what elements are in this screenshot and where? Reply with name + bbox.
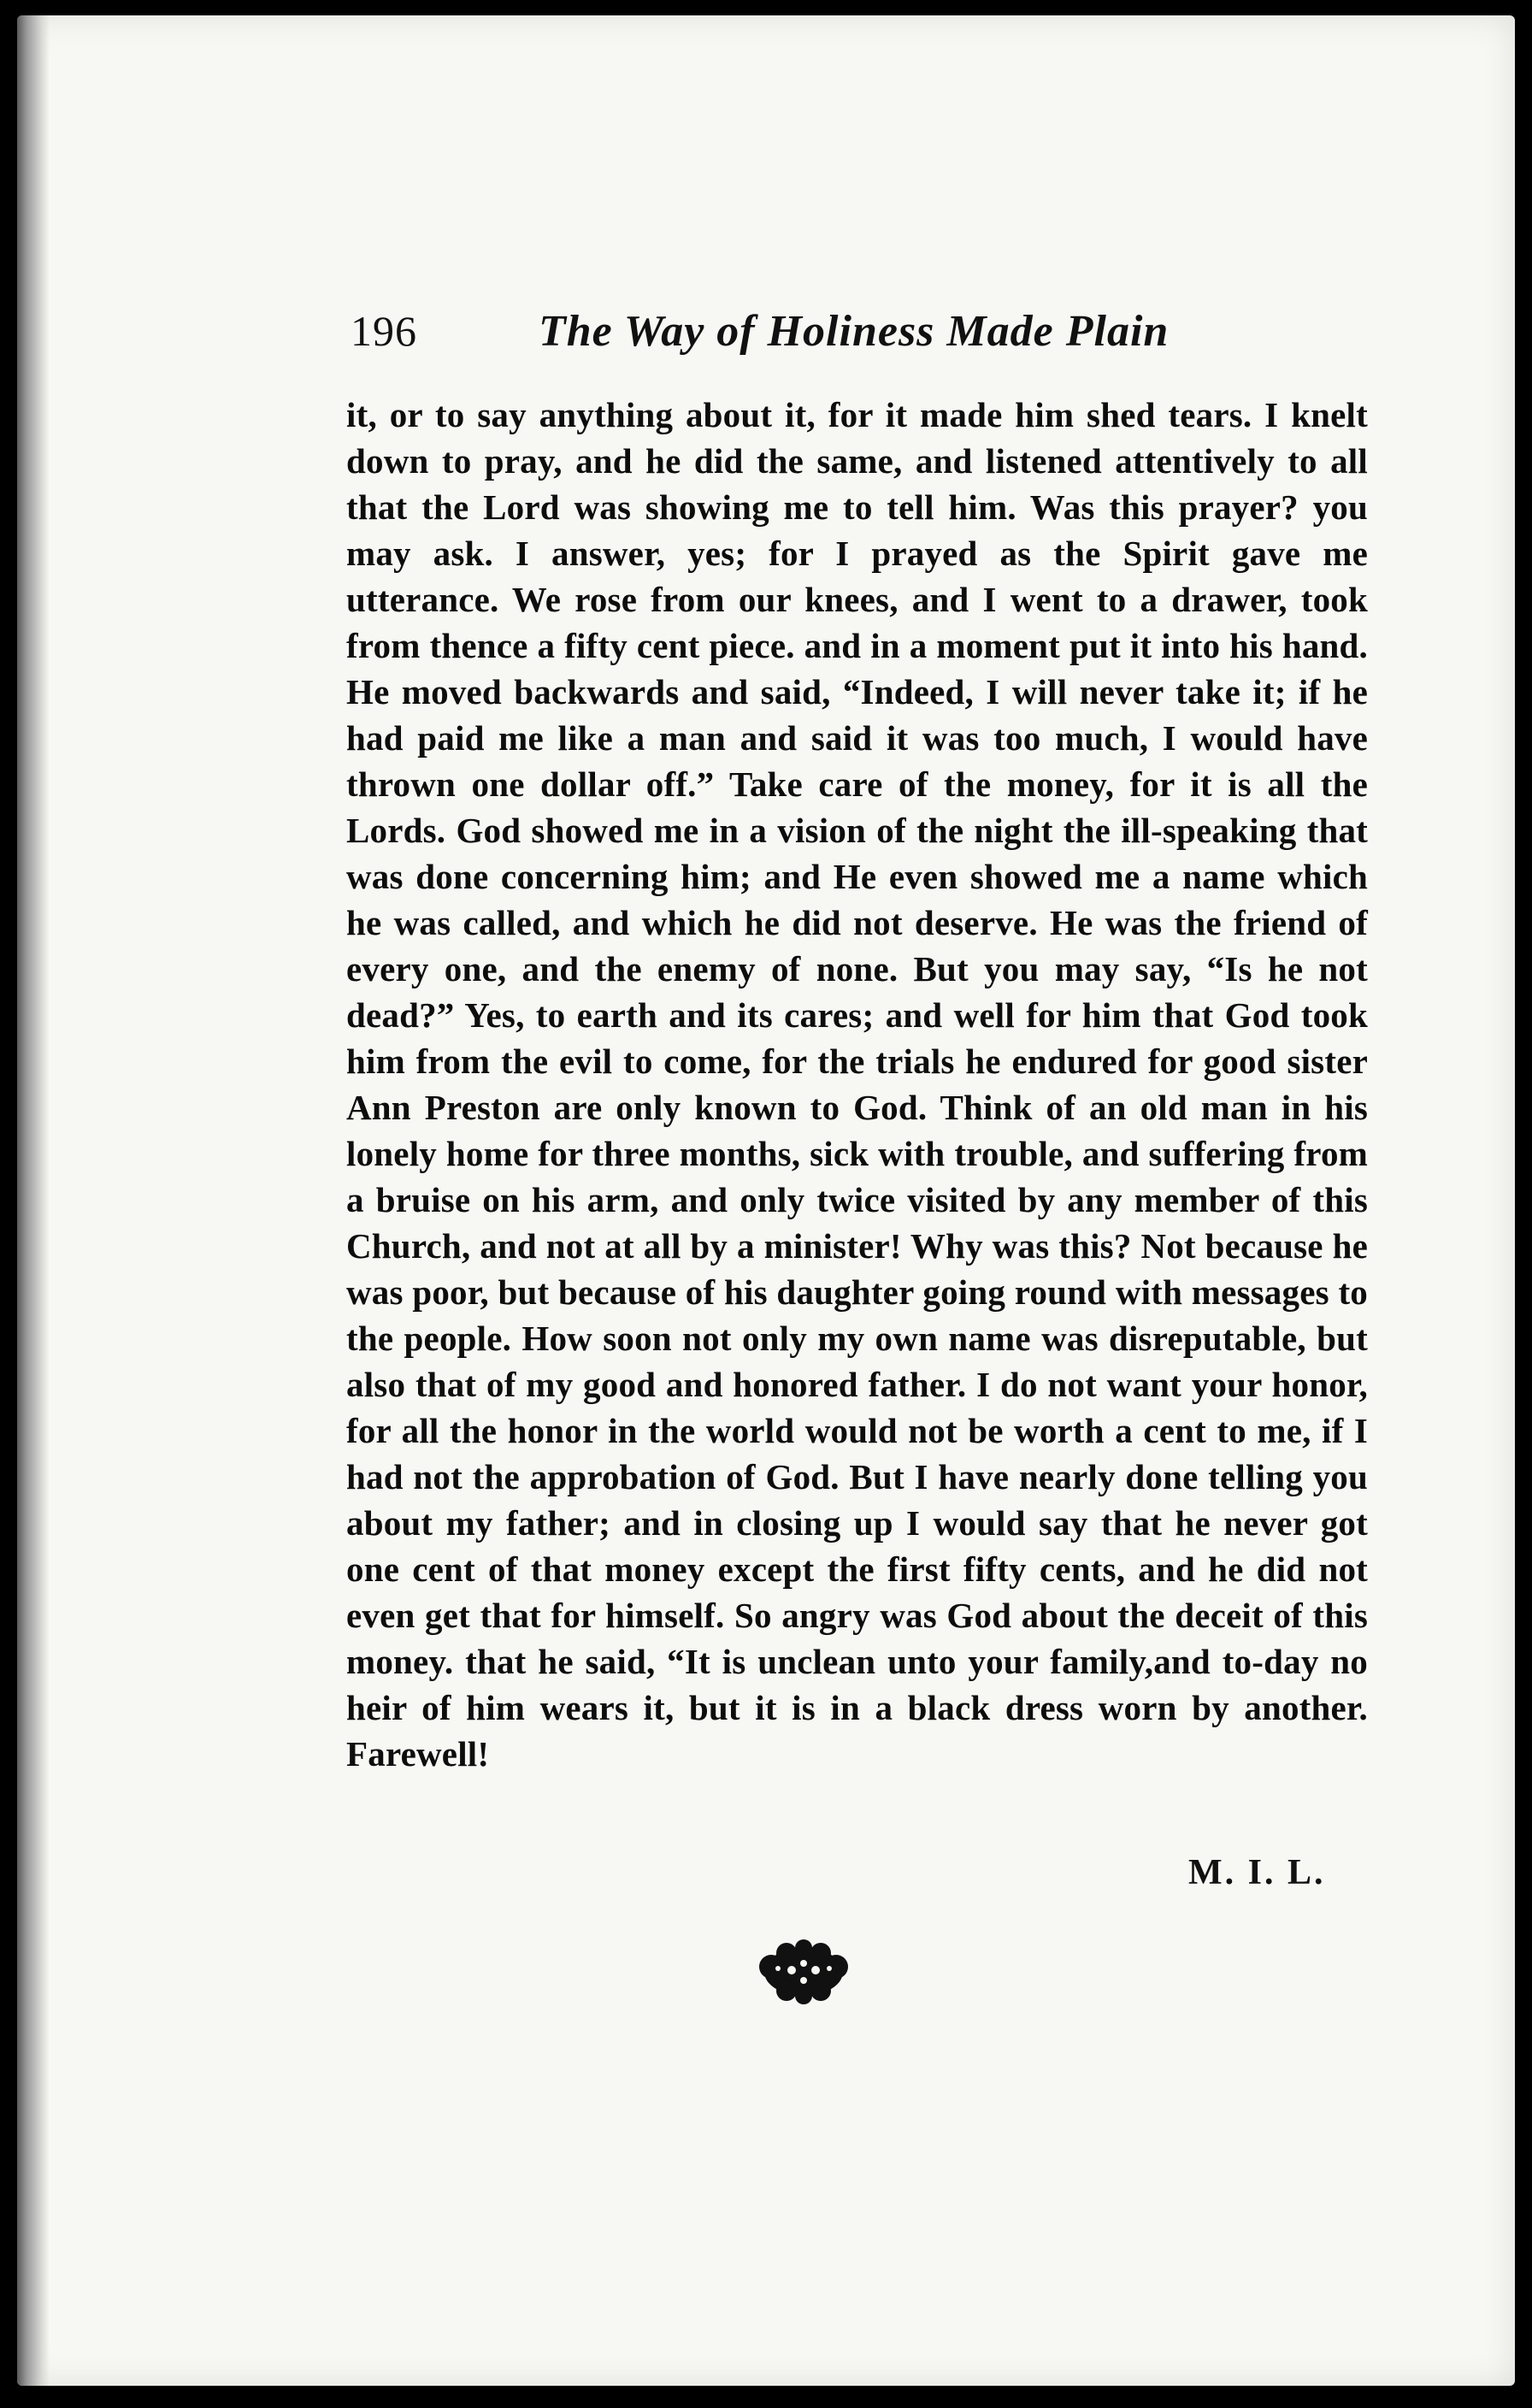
body-text bbox=[346, 392, 1368, 1777]
floral-ornament-icon bbox=[752, 1938, 855, 2006]
body-paragraph: it, or to say anything about it, for it made him shed tears. I knelt down to pray, and he did the same, and listened attentively to all that the Lord was showing me to tell him. Was this prayer? you may ask. I answer, yes; for I prayed as the Spirit gave me utterance. We rose from our knees, and I went to a drawer, took from thence a fifty cent piece. and in a moment put it into his hand. He moved backwards and said, “Indeed, I will never take it; if he had paid me like a man and said it was too much, I would have thrown one dollar off.” Take care of the money, for it is all the Lords. God showed me in a vision of the night the ill-speaking that was done concerning him; and He even showed me a name which he was called, and which he did not deserve. He was the friend of every one, and the enemy of none. But you may say, “Is he not dead?” Yes, to earth and its cares; and well for him that God took him from the evil to come, for the trials he endured for good sister Ann Preston are only known to God. Think of an old man in his lonely home for three months, sick with trouble, and suffering from a bruise on his arm, and only twice visited by any member of this Church, and not at all by a minister! Why was this? Not because he was poor, but because of his daughter going round with messages to the people. How soon not only my own name was disreputable, but also that of my good and honored father. I do not want your honor, for all the honor in the world would not be worth a cent to me, if I had not the approbation of God. But I have nearly done telling you about my father; and in closing up I would say that he never got one cent of that money except the first fifty cents, and he did not even get that for himself. So angry was God about the deceit of this money. that he said, “It is unclean unto your family,and to-day no heir of him wears it, but it is in a black dress worn by another. Farewell! bbox=[346, 395, 1368, 1774]
book-page bbox=[17, 15, 1515, 2386]
running-head bbox=[351, 306, 1205, 375]
page-number: 196 bbox=[351, 307, 417, 355]
page-spine-edge bbox=[17, 15, 50, 2386]
book-title: The Way of Holiness Made Plain bbox=[539, 307, 1170, 356]
signature-initials: M. I. L. bbox=[1188, 1853, 1326, 1892]
